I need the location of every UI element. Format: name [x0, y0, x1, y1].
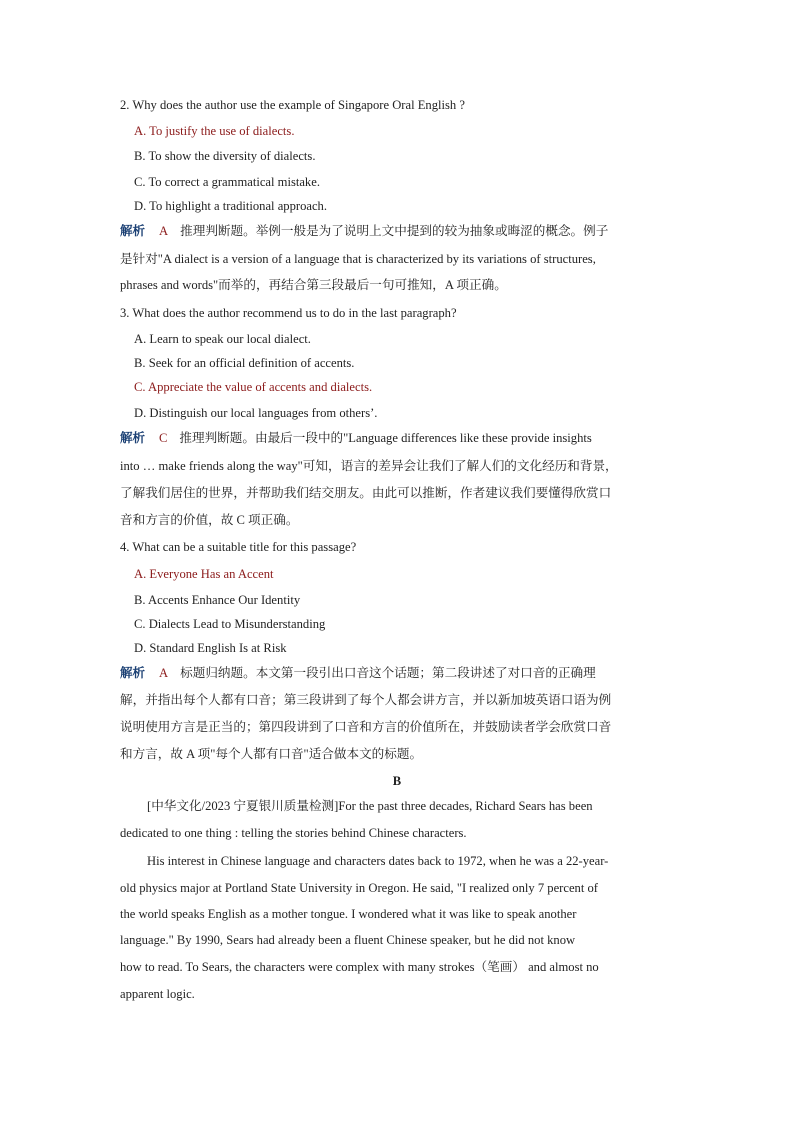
- q2-option-d: D. To highlight a traditional approach.: [134, 199, 327, 213]
- passage-line-1: [中华文化/2023 宁夏银川质量检测]For the past three decades, Richard Sears has been: [147, 799, 593, 813]
- passage-line-4: old physics major at Portland State University in Oregon. He said, "I realized only 7 percent of: [120, 881, 598, 895]
- section-b-heading: B: [392, 774, 402, 788]
- q2-answer: A: [159, 224, 169, 238]
- q3-explanation-text: 推理判断题。由最后一段中的"Language differences like these provide insights: [179, 431, 592, 445]
- passage-line-3: His interest in Chinese language and characters dates back to 1972, when he was a 22-year-: [147, 854, 609, 868]
- passage-line-8: apparent logic.: [120, 987, 195, 1001]
- q4-option-a: A. Everyone Has an Accent: [134, 567, 274, 581]
- q4-explanation-label: 解析: [120, 665, 146, 680]
- passage-line-6: language." By 1990, Sears had already been a fluent Chinese speaker, but he did not know: [120, 933, 576, 947]
- q4-explanation-line-4: 和方言，故 A 项"每个人都有口音"适合做本文的标题。: [120, 747, 423, 761]
- q4-question: 4. What can be a suitable title for this passage?: [120, 540, 357, 554]
- q4-option-d: D. Standard English Is at Risk: [134, 641, 287, 655]
- q2-question: 2. Why does the author use the example of Singapore Oral English ?: [120, 98, 465, 112]
- q4-option-b: B. Accents Enhance Our Identity: [134, 593, 301, 607]
- passage-line-5: the world speaks English as a mother tongue. I wondered what it was like to speak another: [120, 907, 577, 921]
- q2-explanation-text: 推理判断题。举例一般是为了说明上文中提到的较为抽象或晦涩的概念。例子: [180, 224, 609, 238]
- q3-explanation-line-2: into … make friends along the way"可知，语言的差异会让我们了解人们的文化经历和背景，: [120, 459, 618, 473]
- q2-explanation-line-1: [120, 223, 680, 239]
- q3-answer: C: [159, 431, 168, 445]
- q4-explanation-line-2: 解，并指出每个人都有口音；第三段讲到了每个人都会讲方言，并以新加坡英语口语为例: [120, 693, 612, 707]
- q4-option-c: C. Dialects Lead to Misunderstanding: [134, 617, 326, 631]
- q2-explanation-label: 解析: [120, 223, 146, 238]
- q3-explanation-line-1: [120, 430, 680, 446]
- q3-option-a: A. Learn to speak our local dialect.: [134, 332, 311, 346]
- q2-option-c: C. To correct a grammatical mistake.: [134, 175, 320, 189]
- q2-option-b: B. To show the diversity of dialects.: [134, 149, 316, 163]
- q2-explanation-line-2: 是针对"A dialect is a version of a language that is characterized by its variations of structures,: [120, 252, 596, 266]
- q4-explanation-line-1: [120, 665, 680, 681]
- q3-option-d: D. Distinguish our local languages from others’.: [134, 406, 378, 420]
- q3-explanation-line-3: 了解我们居住的世界，并帮助我们结交朋友。由此可以推断，作者建议我们要懂得欣赏口: [120, 486, 612, 500]
- passage-line-7: how to read. To Sears, the characters were complex with many strokes（笔画） and almost no: [120, 960, 599, 974]
- q4-explanation-text: 标题归纳题。本文第一段引出口音这个话题；第二段讲述了对口音的正确理: [180, 666, 596, 680]
- q3-explanation-line-4: 音和方言的价值，故 C 项正确。: [120, 513, 299, 527]
- q2-explanation-line-3: phrases and words"而举的，再结合第三段最后一句可推知，A 项正确。: [120, 278, 507, 292]
- q4-explanation-line-3: 说明使用方言是正当的；第四段讲到了口音和方言的价值所在，并鼓励读者学会欣赏口音: [120, 720, 612, 734]
- q3-option-b: B. Seek for an official definition of accents.: [134, 356, 355, 370]
- q3-option-c: C. Appreciate the value of accents and dialects.: [134, 380, 373, 394]
- q2-option-a: A. To justify the use of dialects.: [134, 124, 295, 138]
- q3-question: 3. What does the author recommend us to do in the last paragraph?: [120, 306, 457, 320]
- passage-line-2: dedicated to one thing : telling the stories behind Chinese characters.: [120, 826, 467, 840]
- q3-explanation-label: 解析: [120, 430, 146, 445]
- q4-answer: A: [159, 666, 169, 680]
